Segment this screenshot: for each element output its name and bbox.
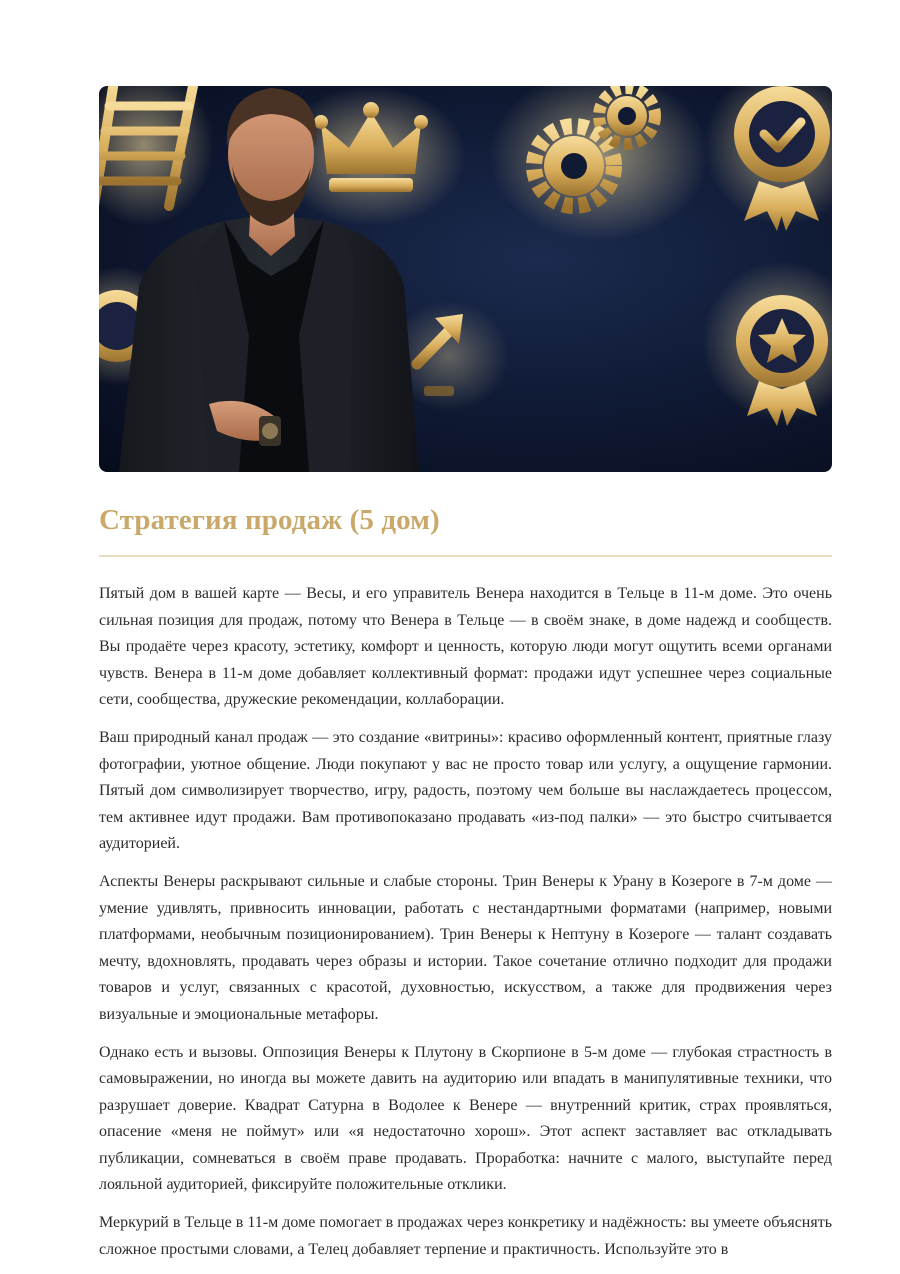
title-divider [99,555,832,557]
paragraph: Аспекты Венеры раскрывают сильные и слабые стороны. Трин Венеры к Урану в Козероге в 7-м доме — умение удивлять, привносить инновации, работать с нестандартными форматами (например, новыми платформами, необычным позиционированием). Трин Венеры к Нептуну в Козероге — талант создавать мечту, вдохновлять, продавать через образы и истории. Такое сочетание отлично подходит для продажи товаров и услуг, связанных с красотой, духовностью, искусством, а также для продвижения через визуальные и эмоциональные метафоры. [99,872,832,1023]
paragraph: Пятый дом в вашей карте — Весы, и его управитель Венера находится в Тельце в 11-м доме. Это очень сильная позиция для продаж, потому что Венера в Тельце — в своём знаке, в доме надежд и сообществ. Вы продаёте через красоту, эстетику, комфорт и ценность, которую люди могут ощутить всеми органами чувств. Венера в 11-м доме добавляет коллективный формат: продажи идут успешнее через социальные сети, сообщества, дружеские рекомендации, коллаборации. [99,585,832,709]
badge-star-icon [702,261,832,426]
article [99,86,832,1274]
gear-icon [489,86,709,241]
ladder-icon [99,86,214,226]
badge-check-icon [704,86,832,231]
paragraph: Ваш природный канал продаж — это создание «витрины»: красиво оформленный контент, приятные глазу фотографии, уютное общение. Люди покупают у вас не просто товар или услугу, а ощущение гармонии. Пятый дом символизирует творчество, игру, радость, поэтому чем больше вы наслаждаетесь процессом, тем активнее идут продажи. Вам противопоказано продавать «из-под палки» — это быстро считывается аудиторией. [99,728,832,853]
hero-image [99,86,832,472]
section-title: Стратегия продаж (5 дом) [99,504,440,536]
paragraph: Меркурий в Тельце в 11-м доме помогает в продажах через конкретику и надёжность: вы умеете объяснять сложное простыми словами, а Телец добавляет терпение и практичность. Используйте это в [99,1214,832,1258]
article-body [99,581,832,1263]
paragraph: Однако есть и вызовы. Оппозиция Венеры к Плутону в Скорпионе в 5-м доме — глубокая страстность в самовыражении, но иногда вы можете давить на аудиторию или впадать в манипулятивные техники, что разрушает доверие. Квадрат Сатурна в Водолее к Венере — внутренний критик, страх проявляться, опасение «меня не поймут» или «я недостаточно хорош». Этот аспект заставляет вас откладывать публикации, сомневаться в своём праве продавать. Проработка: начните с малого, выступайте перед лояльной аудиторией, фиксируйте положительные отклики. [99,1043,832,1194]
